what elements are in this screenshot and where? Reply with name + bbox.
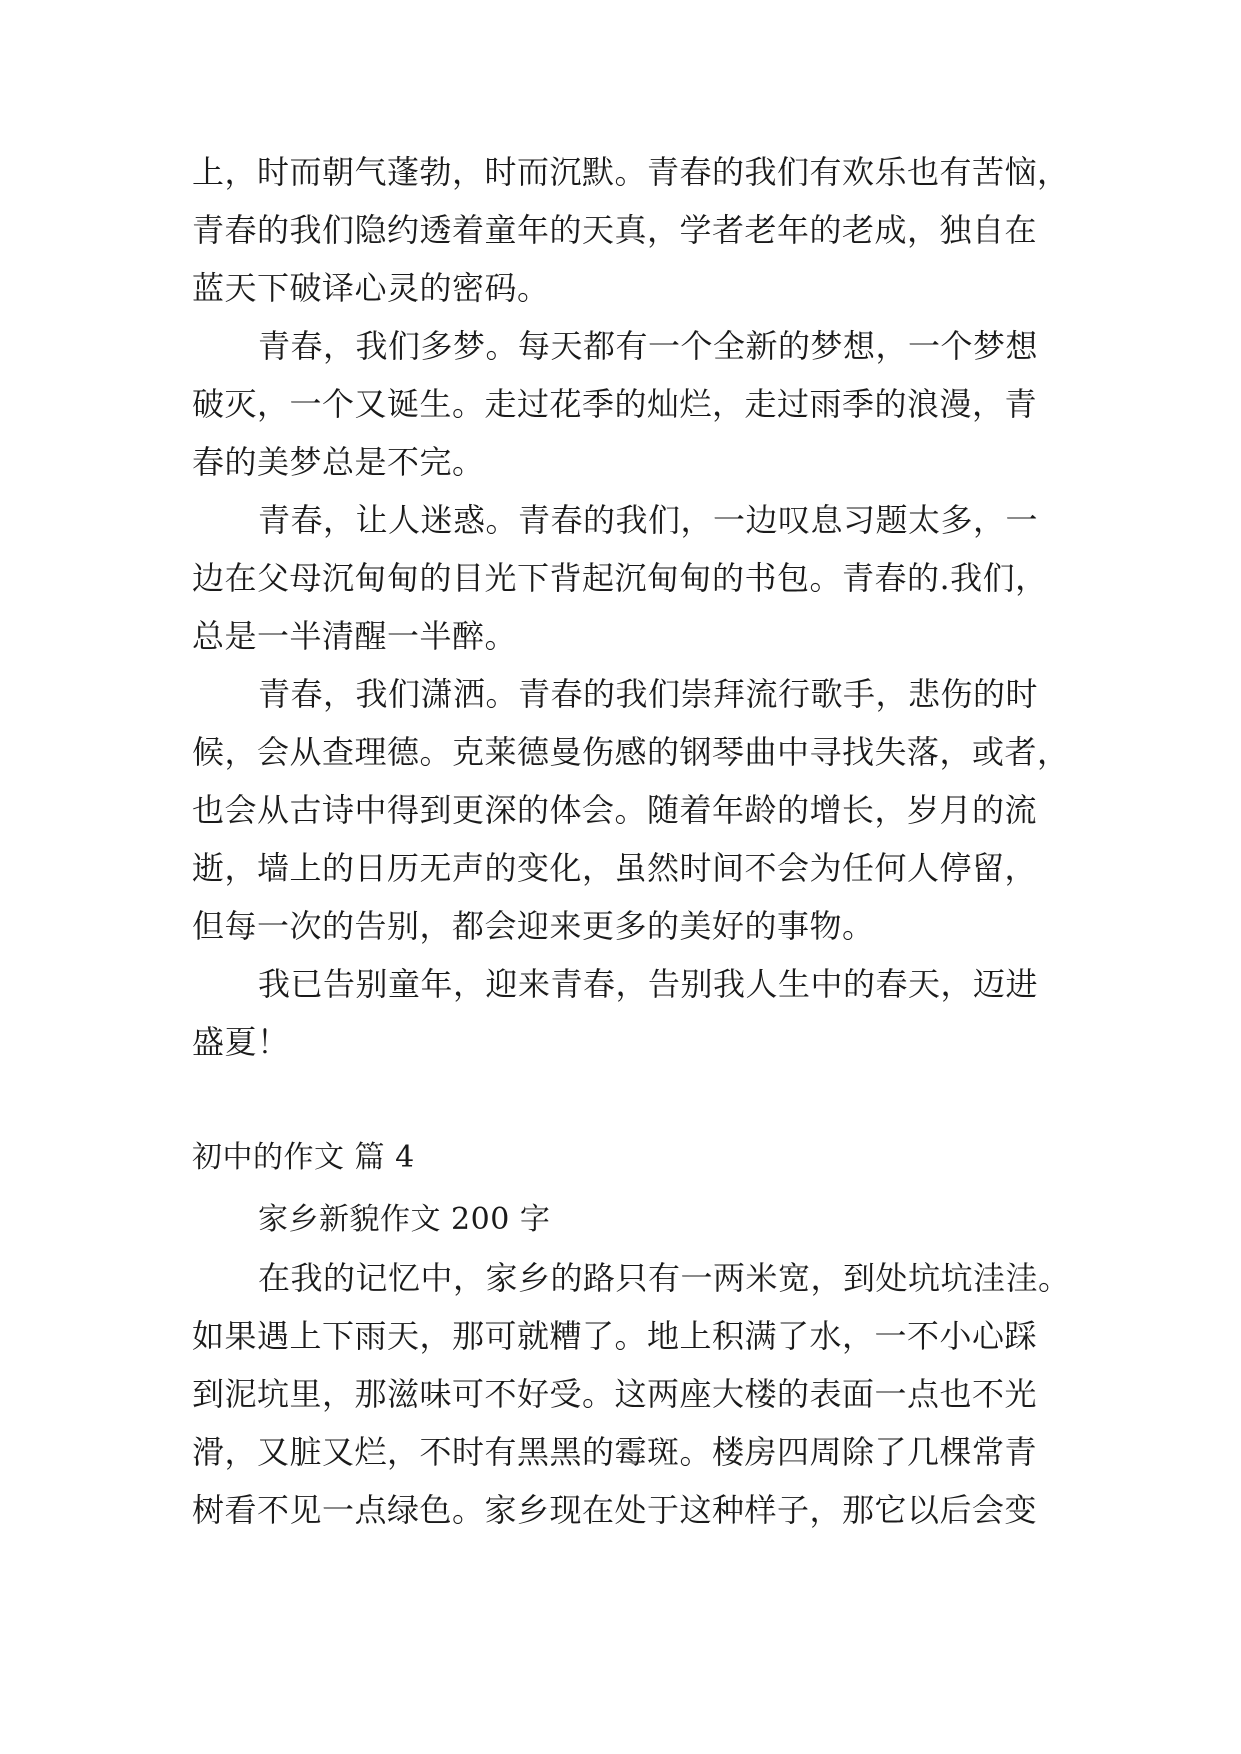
paragraph-start: 青春，我们潇洒。青春的我们崇拜流行歌手，悲伤的时 (258, 675, 1039, 713)
text-line: 到泥坑里，那滋味可不好受。这两座大楼的表面一点也不光 (192, 1375, 1038, 1413)
text-line: 树看不见一点绿色。家乡现在处于这种样子，那它以后会变 (192, 1491, 1038, 1529)
paragraph-start: 青春，让人迷惑。青春的我们，一边叹息习题太多，一 (258, 501, 1039, 539)
text-line: 边在父母沉甸甸的目光下背起沉甸甸的书包。青春的.我们， (192, 559, 1048, 597)
text-line: 但每一次的告别，都会迎来更多的美好的事物。 (192, 907, 875, 945)
text-line: 春的美梦总是不完。 (192, 443, 485, 481)
text-line: 逝，墙上的日历无声的变化，虽然时间不会为任何人停留， (192, 849, 1038, 887)
text-line: 破灭，一个又诞生。走过花季的灿烂，走过雨季的浪漫，青 (192, 385, 1038, 423)
text-line: 总是一半清醒一半醉。 (192, 617, 518, 655)
text-line: 滑，又脏又烂，不时有黑黑的霉斑。楼房四周除了几棵常青 (192, 1433, 1038, 1471)
text-line: 也会从古诗中得到更深的体会。随着年龄的增长，岁月的流 (192, 791, 1038, 829)
essay-title: 家乡新貌作文 200 字 (258, 1202, 551, 1237)
paragraph-start: 在我的记忆中，家乡的路只有一两米宽，到处坑坑洼洼。 (258, 1259, 1071, 1297)
paragraph-start: 我已告别童年，迎来青春，告别我人生中的春天，迈进 (258, 965, 1039, 1003)
text-line: 候，会从查理德。克莱德曼伤感的钢琴曲中寻找失落，或者， (192, 733, 1070, 771)
text-line: 盛夏！ (192, 1023, 290, 1061)
text-line: 上，时而朝气蓬勃，时而沉默。青春的我们有欢乐也有苦恼， (192, 153, 1070, 191)
text-line: 青春的我们隐约透着童年的天真，学者老年的老成，独自在 (192, 211, 1038, 249)
text-line: 蓝天下破译心灵的密码。 (192, 269, 550, 307)
paragraph-start: 青春，我们多梦。每天都有一个全新的梦想，一个梦想 (258, 327, 1039, 365)
section-heading: 初中的作文 篇 4 (192, 1140, 415, 1175)
text-line: 如果遇上下雨天，那可就糟了。地上积满了水，一不小心踩 (192, 1317, 1038, 1355)
